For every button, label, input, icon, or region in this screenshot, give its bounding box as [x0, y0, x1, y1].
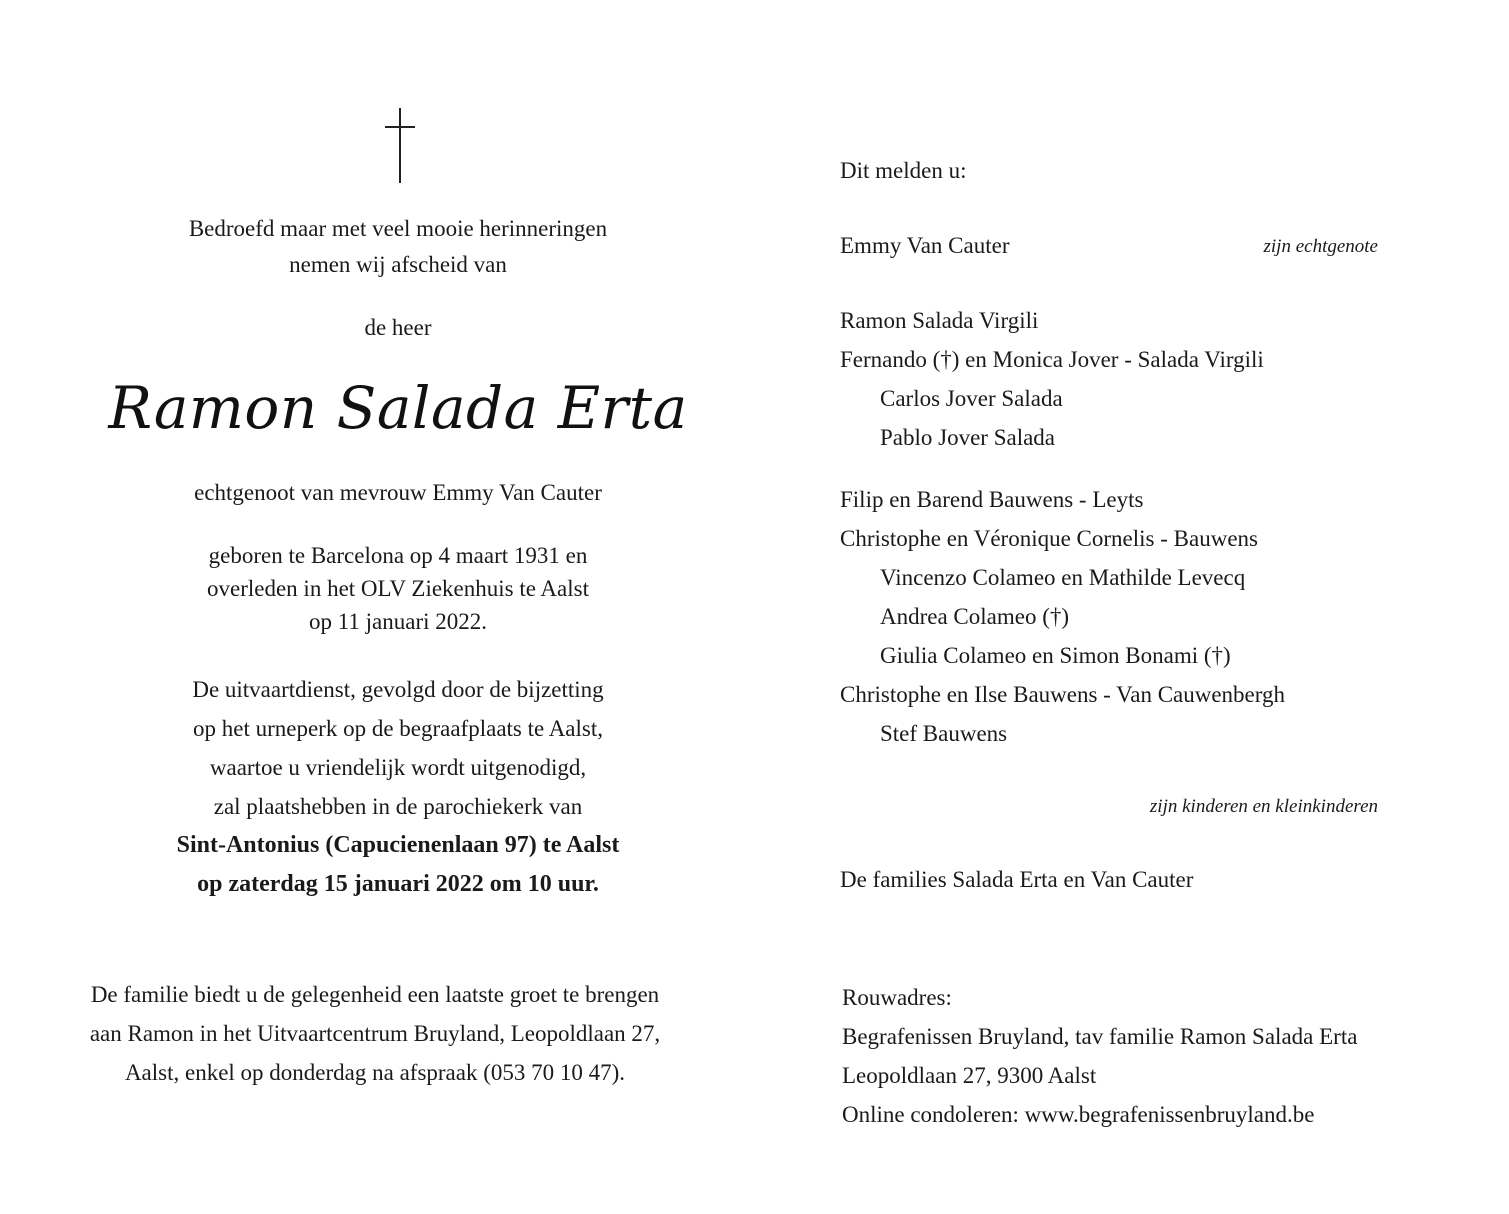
family-member: Christophe en Ilse Bauwens - Van Cauwenbergh	[840, 682, 1286, 707]
service-location: Sint-Antonius (Capucienenlaan 97) te Aalst	[176, 832, 620, 858]
spouse-name: Emmy Van Cauter	[840, 233, 1010, 258]
service-text: De uitvaartdienst, gevolgd door de bijzetting op het urneperk op de begraafplaats te Aalst, waartoe u vriendelijk wordt uitgenodigd, zal plaatshebben in de parochiekerk van Sint-Antonius (Capucienenlaan 97) te Aalst op zaterdag 15 januari 2022 om 10 uur.	[78, 670, 718, 904]
service-date: op zaterdag 15 januari 2022 om 10 uur.	[197, 871, 599, 897]
cross-icon	[385, 108, 415, 184]
announcement-header: Dit melden u:	[840, 158, 967, 183]
family-member: Fernando (†) en Monica Jover - Salada Virgili	[840, 347, 1264, 372]
honorific: de heer	[364, 315, 432, 340]
birth-death-text: geboren te Barcelona op 4 maart 1931 en overleden in het OLV Ziekenhuis te Aalst op 11 januari 2022.	[207, 543, 589, 634]
family-member: Ramon Salada Virgili	[840, 308, 1039, 333]
intro-text	[78, 211, 718, 283]
visit-text: De familie biedt u de gelegenheid een laatste groet te brengen aan Ramon in het Uitvaartcentrum Bruyland, Leopoldlaan 27, Aalst, enkel op donderdag na afspraak (053 70 10 47).	[89, 982, 661, 1085]
address-line: Leopoldlaan 27, 9300 Aalst	[842, 1063, 1097, 1088]
family-member: Christophe en Véronique Cornelis - Bauwens	[840, 526, 1258, 551]
address-line: Begrafenissen Bruyland, tav familie Ramon Salada Erta	[842, 1024, 1358, 1049]
condolence-link[interactable]: Online condoleren: www.begrafenissenbruyland.be	[842, 1102, 1315, 1127]
family-member: Giulia Colameo en Simon Bonami (†)	[880, 643, 1231, 668]
right-panel	[840, 0, 1400, 1214]
family-member: Carlos Jover Salada	[880, 386, 1063, 411]
intro-line: Bedroefd maar met veel mooie herinneringen	[188, 216, 608, 241]
address-label: Rouwadres:	[842, 985, 952, 1010]
deceased-name: Ramon Salada Erta	[108, 374, 688, 442]
spouse-line: echtgenoot van mevrouw Emmy Van Cauter	[194, 480, 602, 505]
children-relation: zijn kinderen en kleinkinderen	[1149, 796, 1378, 817]
spouse-relation: zijn echtgenote	[1263, 236, 1378, 257]
families-line: De families Salada Erta en Van Cauter	[840, 867, 1194, 892]
intro-line: nemen wij afscheid van	[289, 252, 507, 277]
family-member: Vincenzo Colameo en Mathilde Levecq	[880, 565, 1246, 590]
mourning-address	[842, 978, 1357, 1134]
family-member: Stef Bauwens	[880, 721, 1008, 746]
family-member: Filip en Barend Bauwens - Leyts	[840, 487, 1144, 512]
family-member: Andrea Colameo (†)	[880, 604, 1070, 629]
family-member: Pablo Jover Salada	[880, 425, 1056, 450]
